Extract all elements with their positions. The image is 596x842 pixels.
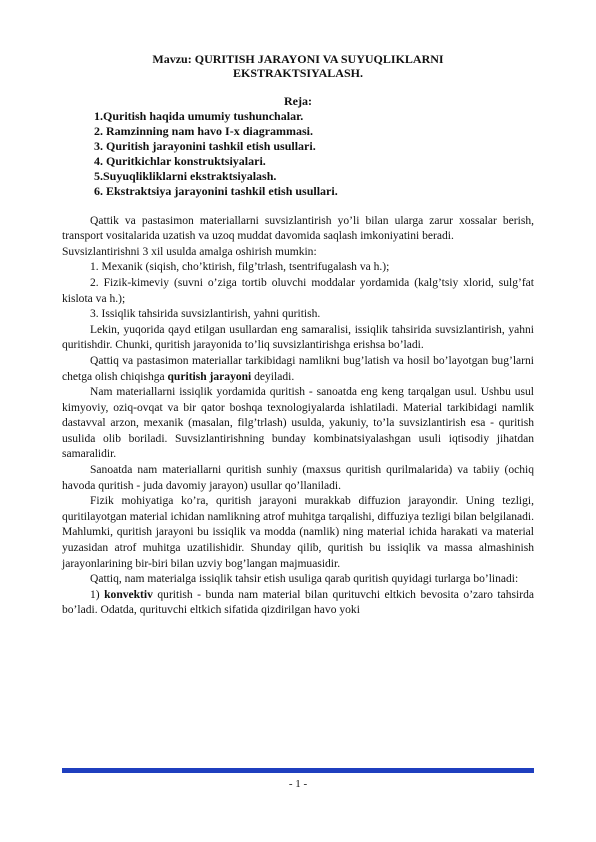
paragraph-intro: Qattik va pastasimon materiallarni suvsizlantirish yo’li bilan ularga zarur xossalar berish, transport vositalarida uzatish va uzoq muddat davomida saqlash imkoniyatini beradi.: [62, 214, 534, 243]
definition-end: deyiladi.: [251, 370, 295, 383]
paragraph-methods: Suvsizlantirishni 3 xil usulda amalga oshirish mumkin:: [62, 245, 317, 258]
paragraph-definition: [62, 354, 534, 385]
paragraph-classification: Qattiq, nam materialga issiqlik tahsir etish usuliga qarab quritish quyidagi turlarga bo’linadi:: [90, 573, 519, 586]
definition-term: quritish jarayoni: [167, 370, 252, 383]
document-title: [62, 52, 534, 80]
plan-item: 1.Quritish haqida umumiy tushunchalar.: [94, 109, 304, 123]
method-item: 1. Mexanik (siqish, cho’ktirish, filg’trlash, tsentrifugalash va h.);: [90, 261, 390, 274]
plan-item: 6. Ekstraktsiya jarayonini tashkil etish usullari.: [94, 184, 338, 199]
title-line-2: EKSTRAKTSIYALASH.: [233, 66, 363, 80]
paragraph-convective: [62, 588, 534, 619]
spacer: [62, 200, 534, 214]
page-number: - 1 -: [288, 778, 308, 790]
plan-list: [62, 109, 534, 200]
method-item: 2. Fizik-kimeviy (suvni o’ziga tortib oluvchi moddalar yordamida (kalg’tsiy xlorid, sulg’fat kislota va h.);: [62, 276, 534, 305]
document-page: [62, 52, 534, 619]
definition-text: Qattiq va pastasimon materiallar tarkibidagi namlikni bug’latish va hosil bo’layotgan bug’larni chetga olish chiqishga: [62, 354, 534, 383]
plan-heading: Reja:: [284, 94, 312, 108]
convective-term: konvektiv: [104, 588, 153, 601]
paragraph-industry: Nam materiallarni issiqlik yordamida quritish - sanoatda eng keng tarqalgan usul. Ushbu usul kimyoviy, oziq-ovqat va bir qator boshqa texnologiyalarda ishlatiladi. Material tarkibidagi namlik dastavval arzon, mexanik (masalan, filg’trlash) usulda, yakuniy, to’la suvsizlantirish esa - quritish usulida olib boriladi. Suvsizlantirishning bunday kombinatsiyalashgan usuli iqtisodiy jihatdan samaralidir.: [62, 386, 534, 461]
footer-rule: [62, 768, 534, 773]
title-line-1: Mavzu: QURITISH JARAYONI VA SUYUQLIKLARNI: [152, 52, 444, 66]
paragraph-best-method: Lekin, yuqorida qayd etilgan usullardan eng samaralisi, issiqlik tahsirida suvsizlantirish, yahni quritishdir. Chunki, quritish jarayonida to’liq suvsizlantirishga erishsa bo’ladi.: [62, 323, 534, 352]
convective-text: quritish - bunda nam material bilan qurituvchi eltkich bevosita o’zaro tahsirda bo’ladi. Odatda, qurituvchi eltkich sifatida qizdirilgan havo yoki: [62, 588, 534, 617]
plan-item: 4. Quritkichlar konstruktsiyalari.: [94, 154, 266, 169]
plan-item: 5.Suyuqlikliklarni ekstraktsiyalash.: [94, 169, 277, 184]
plan-item: 3. Quritish jarayonini tashkil etish usullari.: [94, 139, 316, 154]
method-item: 3. Issiqlik tahsirida suvsizlantirish, yahni quritish.: [90, 308, 321, 321]
convective-prefix: 1): [90, 588, 105, 601]
paragraph-types: Sanoatda nam materiallarni quritish sunhiy (maxsus quritish qurilmalarida) va tabiiy (ochiq havoda quritish - juda davomiy jarayon) usullar qo’llaniladi.: [62, 464, 534, 492]
plan-item: 2. Ramzinning nam havo I-x diagrammasi.: [94, 124, 314, 139]
paragraph-physics: Fizik mohiyatiga ko’ra, quritish jarayoni murakkab diffuzion jarayondir. Uning tezligi, quritilayotgan material ichidan namlikning atrof muhitga tarqalishi, diffuziya tezligi bilan belgilanadi. Mahlumki, quritish jarayoni bu issiqlik va modda (namlik) ning material ichida harakati va material yuzasidan atrof muhitga uzatilishidir. Shunday qilib, quritish bu issiqlik va massa almashinish jarayonlarining bir-biri bilan uzviy bog’langan majmuasidir.: [62, 495, 534, 570]
